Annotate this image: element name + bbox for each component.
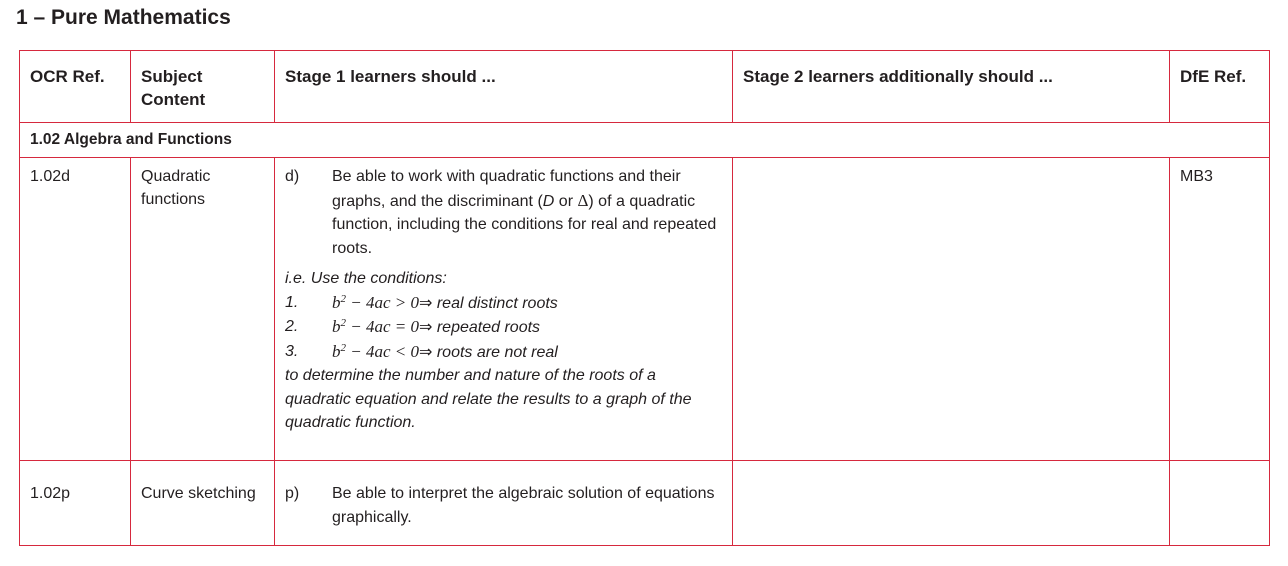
statement-text: Be able to interpret the algebraic solution of equations graphically.: [332, 485, 715, 526]
specification-table: [19, 50, 1270, 546]
statement-letter: p): [285, 485, 300, 502]
header-stage1: Stage 1 learners should ...: [275, 51, 733, 123]
statement-text: Be able to work with quadratic functions and their graphs, and the discriminant (D or Δ) of a quadratic function, including the conditions for real and repeated roots.: [332, 168, 717, 257]
statement: [285, 165, 722, 260]
guidance-closing: to determine the number and nature of the roots of a quadratic equation and relate the results to a graph of the quadratic function.: [285, 367, 692, 431]
row-stage1: [275, 158, 733, 461]
row-ref: 1.02p: [20, 461, 131, 546]
group-heading: 1.02 Algebra and Functions: [20, 123, 1270, 158]
table-row: [20, 461, 1270, 546]
section-title: 1 – Pure Mathematics: [16, 6, 231, 29]
header-stage2: Stage 2 learners additionally should ...: [733, 51, 1170, 123]
row-subject: Curve sketching: [131, 461, 275, 546]
row-stage2: [733, 158, 1170, 461]
condition-item: 1. $b^2 - 4ac$ > 0⇒ real distinct roots: [285, 292, 558, 312]
header-subject-content: Subject Content: [131, 51, 275, 123]
row-ref: 1.02d: [20, 158, 131, 461]
guidance-intro: i.e. Use the conditions:: [285, 270, 447, 287]
header-row: [20, 51, 1270, 123]
row-dfe-ref: MB3: [1170, 158, 1270, 461]
condition-item: 3. $b^2 - 4ac$ < 0⇒ roots are not real: [285, 341, 558, 361]
row-stage1: [275, 461, 733, 546]
condition-item: 2. $b^2 - 4ac$ = 0⇒ repeated roots: [285, 317, 541, 336]
statement: [285, 482, 722, 529]
header-ocr-ref: OCR Ref.: [20, 51, 131, 123]
statement-letter: d): [285, 168, 300, 185]
row-dfe-ref: [1170, 461, 1270, 546]
table-row: [20, 158, 1270, 461]
row-stage2: [733, 461, 1170, 546]
group-heading-row: [20, 123, 1270, 158]
row-subject: Quadratic functions: [131, 158, 275, 461]
header-dfe-ref: DfE Ref.: [1170, 51, 1270, 123]
